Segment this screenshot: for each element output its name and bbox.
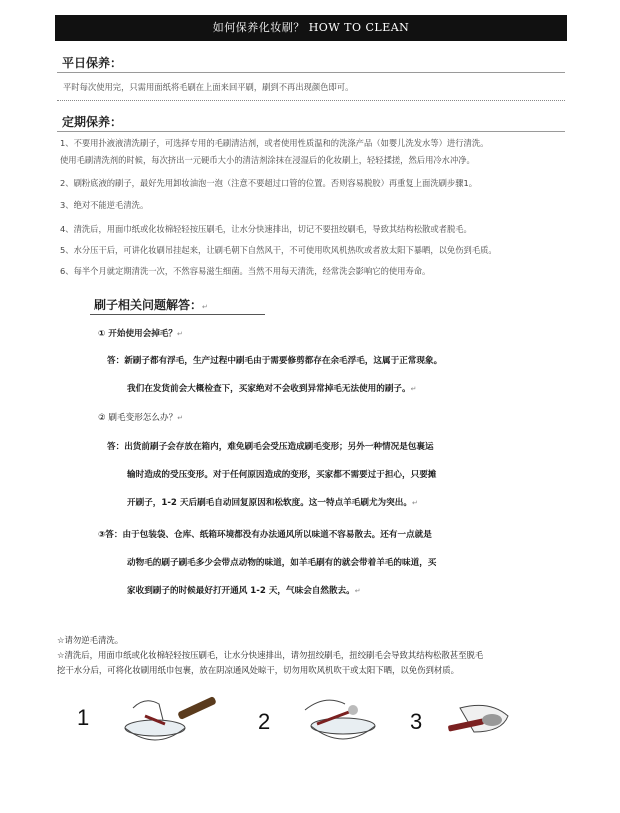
rinsing-brush-illustration bbox=[295, 690, 385, 750]
washing-bowl-illustration bbox=[115, 690, 225, 750]
return-mark: ↵ bbox=[354, 587, 361, 595]
drying-brush-illustration bbox=[440, 698, 520, 743]
faq-question-2-text: ② 刷毛变形怎么办？ bbox=[98, 413, 178, 423]
regular-care-item: 4、清洗后，用面巾纸或化妆棉轻轻按压刷毛，让水分快速排出，切记不要扭绞刷毛，导致其结构松散或者脱毛。 bbox=[60, 224, 472, 234]
step-number-1: 1 bbox=[77, 705, 90, 730]
regular-care-item: 1、不要用扑液液清洗刷子，可选择专用的毛刷清洁剂，或者使用性质温和的洗涤产品（如婴儿洗发水等）进行清洗。 bbox=[60, 138, 489, 148]
faq-question-2 bbox=[98, 411, 183, 423]
tip-line: ☆清洗后，用面巾纸或化妆棉轻轻按压刷毛，让水分快速排出，请勿扭绞刷毛，扭绞刷毛会导致其结构松散甚至脱毛 bbox=[57, 650, 484, 660]
regular-care-item: 5、水分压干后，可讲化妆刷吊挂起来，让刷毛朝下自然风干，不可使用吹风机热吹或者放太阳下暴晒，以免伤到毛质。 bbox=[60, 245, 497, 255]
return-mark: ↵ bbox=[177, 414, 184, 422]
header-title-cn: 如何保养化妆刷？ bbox=[212, 21, 305, 34]
faq-answer-2-line bbox=[127, 496, 418, 508]
faq-answer-1-line: 答：新刷子都有浮毛，生产过程中刷毛由于需要修剪都存在余毛浮毛，这属于正常现象。 bbox=[107, 356, 443, 366]
regular-care-item: 2、刷粉底液的刷子，最好先用卸妆油泡一泡（注意不要超过口管的位置。否则容易脱胶）再重复上面洗刷步骤1。 bbox=[60, 178, 478, 188]
faq-answer-3-line: 动物毛的刷子刷毛多少会带点动物的味道，如羊毛刷有的就会带着羊毛的味道，买 bbox=[127, 558, 437, 568]
tip-line: 挖干水分后，可将化妆刷用纸巾包裹，放在阴凉通风处晾干，切勿用吹风机吹干或太阳下晒，以免伤到材质。 bbox=[57, 665, 459, 675]
return-mark: ↵ bbox=[202, 303, 208, 311]
tip-line: ☆请勿逆毛清洗。 bbox=[57, 635, 124, 645]
regular-care-title: 定期保养： bbox=[62, 115, 123, 129]
return-mark: ↵ bbox=[411, 499, 418, 507]
divider-dotted bbox=[57, 100, 565, 101]
faq-question-1-text: ① 开始使用会掉毛？ bbox=[98, 329, 178, 339]
faq-title bbox=[94, 296, 208, 313]
return-mark: ↵ bbox=[410, 385, 417, 393]
faq-question-1 bbox=[98, 327, 183, 339]
regular-care-item: 使用毛刷清洗剂的时候，每次挤出一元硬币大小的清洁剂涂抹在浸湿后的化妆刷上，轻轻揉搓，然后用冷水冲净。 bbox=[60, 155, 475, 165]
return-mark: ↵ bbox=[177, 330, 183, 338]
faq-answer-2-line: 输时造成的受压变形。对于任何原因造成的变形，买家都不需要过于担心，只要摊 bbox=[127, 470, 437, 480]
header-banner bbox=[55, 15, 567, 41]
divider bbox=[57, 72, 565, 73]
faq-answer-1-line bbox=[127, 382, 416, 394]
step-number-3: 3 bbox=[410, 709, 423, 734]
faq-answer-3-line: ③答：由于包装袋、仓库、纸箱环境都没有办法通风所以味道不容易散去。还有一点就是 bbox=[98, 530, 432, 540]
faq-answer-3-line bbox=[127, 584, 361, 596]
faq-answer-2-text: 开刷子，1-2 天后刷毛自动回复原因和松软度。这一特点羊毛刷尤为突出。 bbox=[127, 498, 412, 508]
faq-answer-2-line: 答：出货前刷子会存放在箱内，难免刷毛会受压造成刷毛变形；另外一种情况是包裹运 bbox=[107, 442, 434, 452]
faq-answer-3-text: 家收到刷子的时候最好打开通风 1-2 天，气味会自然散去。 bbox=[127, 586, 355, 596]
faq-underline bbox=[90, 314, 265, 315]
faq-answer-1-text: 我们在发货前会大概检查下，买家绝对不会收到异常掉毛无法使用的刷子。 bbox=[127, 384, 411, 394]
header-title-en: HOW TO CLEAN bbox=[308, 21, 410, 34]
daily-care-title: 平日保养： bbox=[62, 56, 123, 70]
regular-care-item: 3、绝对不能逆毛清洗。 bbox=[60, 200, 149, 210]
faq-title-text: 刷子相关问题解答： bbox=[94, 298, 203, 312]
daily-care-text: 平时每次使用完，只需用面纸将毛刷在上面来回平刷，刷到不再出现颜色即可。 bbox=[63, 82, 354, 92]
regular-care-item: 6、每半个月就定期清洗一次，不然容易滋生细菌。当然不用每天清洗，经常洗会影响它的使用寿命。 bbox=[60, 266, 431, 276]
divider bbox=[57, 131, 565, 132]
step-number-2: 2 bbox=[258, 709, 271, 734]
